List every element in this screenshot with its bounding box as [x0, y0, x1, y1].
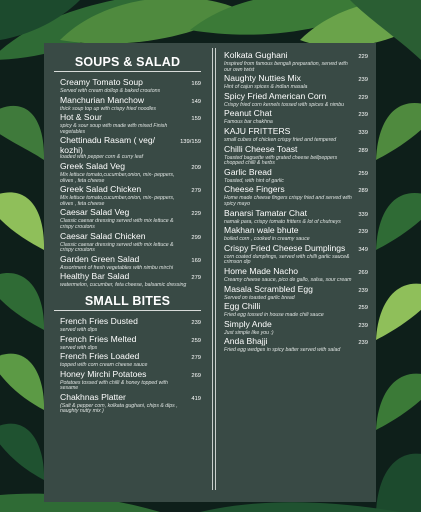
small-bites-heading: SMALL BITES [84, 293, 171, 308]
item-name: Chakhnas Platter [60, 391, 126, 402]
item-name: Masala Scrambled Egg [224, 283, 313, 294]
item-description: Fried egg tossed in house made chili sauce [224, 312, 324, 319]
left-column [44, 43, 207, 502]
item-name: Manchurian Manchow [60, 94, 145, 105]
item-price: 239 [358, 287, 368, 294]
item-name: French Fries Melted [60, 333, 137, 344]
item-description: namak para, crispy tomato fritters & lot of chutneys [224, 218, 341, 225]
item-description: Crispy fried corn kernels tossed with spices & nimbu [224, 101, 344, 108]
item-description: Just simple like you :) [224, 329, 274, 336]
item-name: Home Made Nacho [224, 265, 299, 276]
item-name: Greek Salad Veg [60, 160, 125, 171]
item-name: Healthy Bar Salad [60, 271, 130, 282]
item-description: Classic caesar dressing served with mix lettuce & crispy croutons [60, 241, 174, 254]
item-price: 139/159 [180, 139, 202, 146]
item-price: 239 [358, 340, 368, 347]
menu-panel [44, 43, 376, 502]
item-description: served with dips [60, 326, 98, 333]
menu-item [60, 135, 201, 161]
item-price: 339 [358, 129, 368, 136]
menu-item [224, 266, 368, 284]
item-name: Cheese Fingers [224, 184, 285, 195]
menu-item [60, 184, 201, 207]
item-name: Naughty Nutties Mix [224, 73, 301, 84]
item-name: Honey Mirchi Potatoes [60, 368, 147, 379]
item-description: Toasted baguette with grated cheese bellpeppers chopped chilli & herbs [224, 154, 338, 167]
item-price: 289 [358, 147, 368, 154]
item-price: 229 [358, 94, 368, 101]
item-price: 279 [191, 275, 202, 282]
item-price: 149 [191, 98, 202, 105]
item-price: 159 [191, 116, 202, 123]
item-name: Caesar Salad Veg [60, 207, 130, 218]
item-description: Inspired from famous bengali preparation, served with our own twist [224, 61, 348, 73]
item-description: thick soup top up with crispy fried noodles [60, 105, 157, 112]
item-name: Simply Ande [224, 318, 272, 329]
menu-item [224, 50, 368, 73]
item-price: 209 [191, 164, 202, 171]
menu-item [224, 73, 368, 91]
item-name: Crispy Fried Cheese Dumplings [224, 242, 346, 253]
menu-item [60, 254, 201, 272]
menu-item [224, 184, 368, 207]
item-price: 279 [191, 355, 202, 362]
item-price: 229 [191, 211, 202, 218]
menu-item [224, 91, 368, 109]
item-description: Home made cheese fingers crispy fried and served with spicy mayo [224, 195, 352, 207]
item-name: French Fries Dusted [60, 315, 138, 326]
item-description: boiled corn , cooked in creamy sauce [224, 236, 310, 243]
item-name: Garlic Bread [224, 166, 272, 177]
item-description: Served on toasted garlic bread [224, 294, 295, 301]
soups-salad-rule [54, 71, 201, 72]
item-description: topped with corn cream cheese sauce [60, 362, 148, 369]
item-price: 269 [191, 372, 202, 379]
item-name: Chettinadu Rasam ( veg/ kozhi) [60, 135, 156, 156]
item-name: Peanut Chat [224, 108, 272, 119]
menu-item [60, 392, 201, 415]
item-description: Hint of cajun spices & indian masala [224, 84, 308, 91]
menu-item [60, 112, 201, 135]
item-name: Hot & Sour [60, 112, 103, 123]
menu-item [60, 95, 201, 113]
item-name: Garden Green Salad [60, 253, 140, 264]
item-description: watermelon, cucumber, feta cheese, balsamic dressing [60, 282, 187, 289]
menu-item [60, 77, 201, 95]
item-name: Egg Chilli [224, 301, 261, 312]
menu-item [224, 144, 368, 167]
item-description: Famous bar chakhna [224, 119, 273, 126]
item-description: Potatoes tossed with chilli & honey topped with sesame [60, 379, 168, 392]
menu-item [224, 319, 368, 337]
menu-item [224, 225, 368, 243]
item-price: 259 [358, 170, 368, 177]
item-description: spicy & sour soup with made with mixed Finish vegetables [60, 123, 168, 135]
menu-item [60, 231, 201, 254]
menu-item [224, 284, 368, 302]
item-name: Banarsi Tamatar Chat [224, 207, 307, 218]
item-name: KAJU FRITTERS [224, 125, 291, 136]
menu-item [224, 126, 368, 144]
item-price: 289 [358, 188, 368, 195]
menu-item [60, 316, 201, 334]
item-description: Toasted, with hint of garlic [224, 177, 284, 184]
item-description: Assortment of fresh vegetables with nimbu mirchi [60, 264, 174, 271]
item-price: 169 [191, 81, 202, 87]
item-description: corn coated dumplings, served with chilli garlic sauce& crimson dip [224, 253, 350, 266]
item-name: Anda Bhajji [224, 336, 268, 347]
item-description: Fried egg wedges in spicy batter served with salad [224, 347, 341, 354]
item-description: Mix lettuce tomato,cucumber,onion, mix- peppers, olives , feta cheese [60, 171, 175, 184]
item-name: Kolkata Gughani [224, 50, 288, 60]
menu-item [224, 167, 368, 185]
item-price: 339 [358, 211, 368, 218]
item-price: 239 [358, 112, 368, 119]
item-price: 349 [358, 246, 368, 253]
menu-item [60, 271, 201, 289]
item-price: 269 [358, 269, 368, 276]
menu-item [224, 243, 368, 266]
item-description: Classic caesar dressing served with mix lettuce & crispy croutons [60, 218, 174, 230]
item-price: 229 [358, 54, 368, 60]
item-description: Served with cream dollop & baked croutons [60, 88, 161, 94]
item-name: Greek Salad Chicken [60, 184, 142, 195]
item-name: French Fries Loaded [60, 351, 140, 362]
small-bites-rule [54, 310, 201, 311]
item-description: loaded with pepper corn & curry leaf [60, 154, 144, 161]
item-price: 279 [191, 188, 202, 195]
menu-item [60, 351, 201, 369]
menu-item [224, 208, 368, 226]
item-price: 299 [191, 234, 202, 241]
menu-item [224, 301, 368, 319]
menu-item [60, 369, 201, 392]
item-price: 259 [191, 337, 202, 344]
item-description: Mix lettuce tomato,cucumber,onion, mix- peppers, olives , feta cheese [60, 195, 175, 207]
item-price: 239 [358, 229, 368, 236]
item-name: Creamy Tomato Soup [60, 77, 143, 87]
item-price: 239 [191, 319, 202, 326]
item-price: 239 [358, 322, 368, 329]
menu-item [224, 108, 368, 126]
item-price: 169 [191, 257, 202, 264]
item-name: Spicy Fried American Corn [224, 90, 327, 101]
item-name: Chilli Cheese Toast [224, 143, 298, 154]
menu-item [60, 207, 201, 230]
menu-item [224, 336, 368, 354]
item-price: 419 [191, 395, 202, 402]
item-description: Creamy cheese sauce, pico de gallo, salsa, sour cream [224, 276, 352, 283]
menu-item [60, 334, 201, 352]
item-name: Caesar Salad Chicken [60, 230, 146, 241]
item-description: served with dips [60, 344, 98, 351]
item-price: 259 [358, 305, 368, 312]
item-price: 239 [358, 77, 368, 84]
item-description: (Salt & pepper corn, kolkata gughani, chips & dips , naughty nutty mix ) [60, 402, 178, 415]
menu-item [60, 161, 201, 184]
right-column [213, 43, 376, 502]
soups-salad-heading: SOUPS & SALAD [74, 55, 181, 69]
item-name: Makhan wale bhute [224, 225, 299, 236]
item-description: small cubes of chicken crispy fried and tempered [224, 136, 337, 143]
